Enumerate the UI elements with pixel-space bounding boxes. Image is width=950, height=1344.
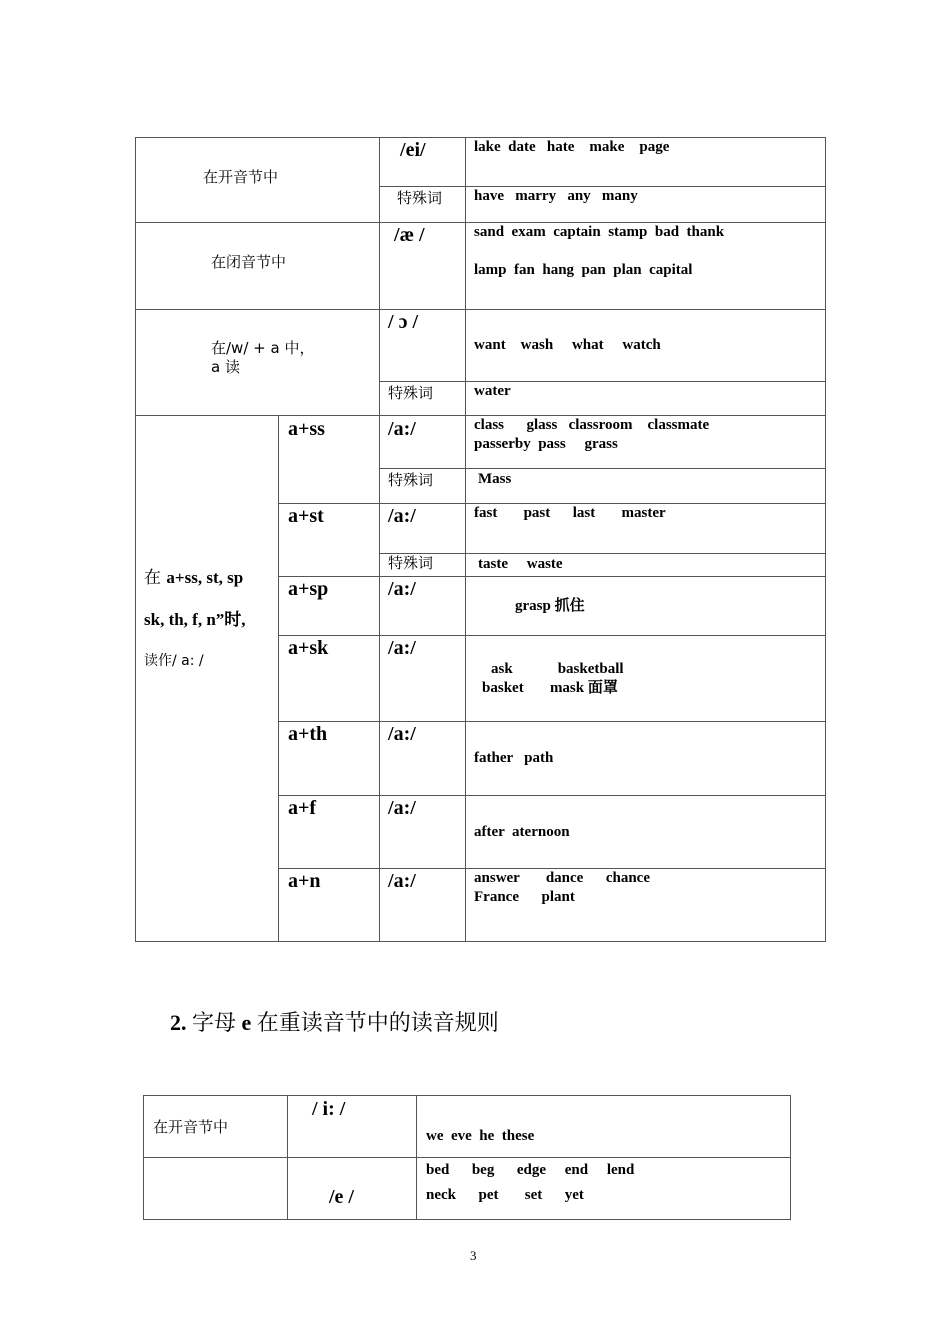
open-syllable-words-cell	[466, 138, 826, 187]
phonetic-cell	[380, 416, 466, 469]
e-closed-phonetic: /e /	[329, 1186, 354, 1208]
row-words-line2: passerby pass grass	[474, 436, 618, 452]
pattern-cell	[279, 416, 380, 504]
phonetic-cell	[380, 636, 466, 722]
row-words-line1: after aternoon	[474, 823, 570, 840]
words-cell	[466, 722, 826, 796]
words-cell	[466, 796, 826, 869]
pattern-cell	[279, 722, 380, 796]
a-group-label-line2: sk, th, f, n”时,	[144, 609, 246, 629]
letter-e-rules-table	[143, 1095, 791, 1220]
special-word-label: 特殊词	[397, 189, 443, 207]
section-letter: e	[241, 1010, 252, 1035]
words-cell	[466, 416, 826, 469]
open-syllable-phonetic: /ei/	[400, 139, 426, 161]
wa-special-words: water	[474, 383, 511, 399]
open-syllable-label-cell	[136, 138, 380, 223]
closed-syllable-words-line2: lamp fan hang pan plan capital	[474, 262, 693, 278]
pattern-cell	[279, 636, 380, 722]
words-cell	[466, 504, 826, 554]
e-open-words: we eve he these	[426, 1128, 535, 1144]
wa-phonetic-cell	[380, 310, 466, 382]
section-text-post: 在重读音节中的读音规则	[256, 1011, 499, 1036]
wa-phonetic: / ɔ /	[388, 311, 419, 333]
pattern-label: a+n	[288, 870, 321, 892]
pattern-label: a+f	[288, 797, 317, 819]
special-word-label: 特殊词	[388, 471, 434, 489]
row-phonetic: /a:/	[388, 723, 416, 745]
special-words: taste waste	[478, 556, 563, 572]
e-closed-label-cell	[144, 1158, 288, 1220]
row-words-line2: basket mask 面罩	[482, 679, 618, 696]
row-words-line1: grasp 抓住	[515, 597, 585, 614]
special-label-cell	[380, 554, 466, 577]
e-closed-words-cell	[417, 1158, 791, 1220]
wa-words-cell	[466, 310, 826, 382]
row-words-line1: fast past last master	[474, 505, 666, 521]
special-label-cell	[380, 469, 466, 504]
open-special-words: have marry any many	[474, 188, 638, 204]
e-closed-words-line2: neck pet set yet	[426, 1187, 584, 1203]
row-phonetic: /a:/	[388, 578, 416, 600]
closed-syllable-label: 在闭音节中	[211, 252, 287, 271]
e-open-words-cell	[417, 1096, 791, 1158]
special-word-label: 特殊词	[388, 384, 434, 402]
row-phonetic: /a:/	[388, 505, 416, 527]
section-number: 2.	[170, 1010, 187, 1035]
letter-a-rules-table	[135, 137, 826, 942]
special-word-label: 特殊词	[388, 554, 434, 572]
row-words-line1: ask basketball	[491, 660, 624, 677]
special-words-cell	[466, 469, 826, 504]
wa-label-line1: 在/w/ + a 中，	[211, 338, 315, 357]
e-open-label-cell	[144, 1096, 288, 1158]
row-words-line1: answer dance chance	[474, 870, 650, 886]
phonetic-cell	[380, 869, 466, 942]
wa-special-words-cell	[466, 382, 826, 416]
phonetic-cell	[380, 504, 466, 554]
pattern-cell	[279, 577, 380, 636]
wa-label-line2: a 读	[211, 357, 240, 376]
special-words: Mass	[478, 471, 512, 487]
open-special-words-cell	[466, 187, 826, 223]
phonetic-cell	[380, 796, 466, 869]
row-words-line1: father path	[474, 750, 554, 766]
closed-syllable-words-line1: sand exam captain stamp bad thank	[474, 224, 725, 240]
e-open-phonetic: / i: /	[312, 1098, 346, 1120]
a-group-label-line3: 读作/ a: /	[144, 652, 204, 669]
e-open-syllable-label: 在开音节中	[153, 1118, 229, 1136]
e-closed-words-line1: bed beg edge end lend	[426, 1162, 635, 1178]
pattern-label: a+ss	[288, 418, 325, 440]
section-text-pre: 字母	[192, 1011, 237, 1036]
closed-syllable-words-cell	[466, 223, 826, 310]
wa-words: want wash what watch	[474, 337, 661, 353]
e-open-phonetic-cell	[288, 1096, 417, 1158]
open-syllable-label: 在开音节中	[203, 167, 279, 186]
special-words-cell	[466, 554, 826, 577]
open-syllable-phonetic-cell	[380, 138, 466, 187]
open-syllable-words: lake date hate make page	[474, 139, 670, 155]
a-group-label-cell	[136, 416, 279, 942]
row-phonetic: /a:/	[388, 797, 416, 819]
a-group-label-line1: 在 a+ss, st, sp	[144, 567, 244, 588]
closed-syllable-phonetic-cell	[380, 223, 466, 310]
phonetic-cell	[380, 577, 466, 636]
row-words-line2: France plant	[474, 889, 575, 905]
page-number: 3	[470, 1248, 477, 1263]
pattern-cell	[279, 504, 380, 577]
row-phonetic: /a:/	[388, 418, 416, 440]
open-special-label-cell	[380, 187, 466, 223]
section-title	[170, 1006, 499, 1037]
row-words-line1: class glass classroom classmate	[474, 417, 710, 433]
pattern-label: a+sk	[288, 637, 329, 659]
pattern-label: a+st	[288, 505, 324, 527]
words-cell	[466, 869, 826, 942]
words-cell	[466, 636, 826, 722]
closed-syllable-label-cell	[136, 223, 380, 310]
wa-label-cell	[136, 310, 380, 416]
pattern-cell	[279, 796, 380, 869]
closed-syllable-phonetic: /æ /	[394, 224, 425, 246]
e-closed-phonetic-cell	[288, 1158, 417, 1220]
wa-special-label-cell	[380, 382, 466, 416]
pattern-label: a+sp	[288, 578, 329, 600]
row-phonetic: /a:/	[388, 870, 416, 892]
pattern-label: a+th	[288, 723, 328, 745]
words-cell	[466, 577, 826, 636]
row-phonetic: /a:/	[388, 637, 416, 659]
pattern-cell	[279, 869, 380, 942]
phonetic-cell	[380, 722, 466, 796]
